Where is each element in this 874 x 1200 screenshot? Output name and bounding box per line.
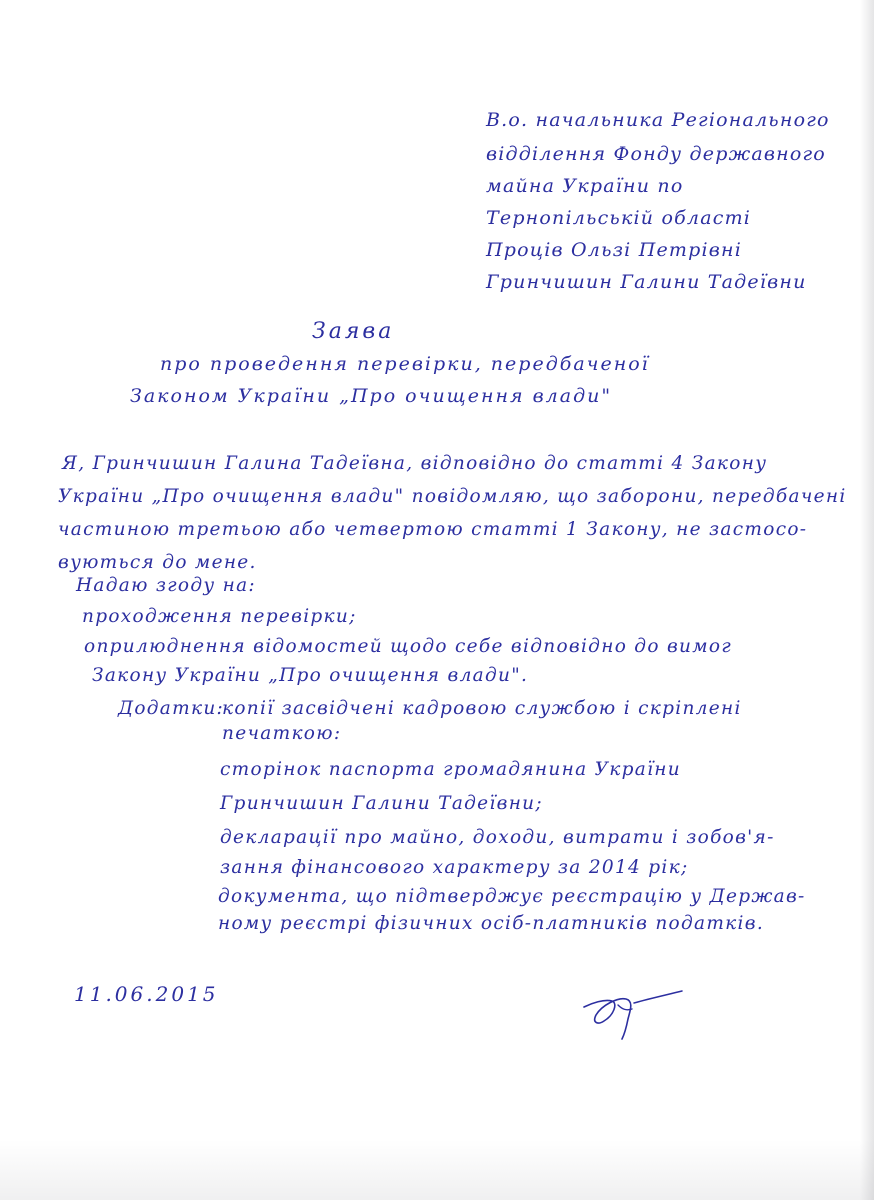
document-subtitle-line: про проведення перевірки, передбаченої (160, 353, 650, 375)
addressee-line: Тернопільській області (486, 207, 752, 229)
page-bottom-shadow (0, 1140, 874, 1200)
signature (578, 985, 688, 1041)
body-line: України „Про очищення влади" повідомляю, що заборони, передбачені (58, 486, 847, 507)
addressee-line: Проців Ользі Петрівні (486, 239, 743, 261)
attachment-line: копії засвідчені кадровою службою і скріплені (222, 698, 742, 719)
consent-item: Закону України „Про очищення влади". (92, 665, 529, 686)
addressee-line: Гринчишин Галини Тадеївни (486, 271, 807, 293)
page-edge-shadow (860, 0, 874, 1200)
consent-item: оприлюднення відомостей щодо себе відповідно до вимог (84, 636, 732, 657)
attachment-line: ному реєстрі фізичних осіб-платників податків. (218, 913, 764, 934)
attachment-line: Гринчишин Галини Тадеївни; (220, 793, 543, 814)
consent-item: проходження перевірки; (82, 606, 357, 627)
body-line: вуються до мене. (58, 552, 257, 573)
attachment-line: декларації про майно, доходи, витрати і зобов'я- (220, 827, 775, 848)
document-title: Заява (312, 319, 395, 344)
addressee-line: майна України по (486, 175, 684, 197)
attachment-line: зання фінансового характеру за 2014 рік; (220, 857, 689, 878)
body-line: частиною третьою або четвертою статті 1 Закону, не застосо- (58, 519, 808, 540)
attachments-label: Додатки: (118, 698, 225, 719)
attachment-line: документа, що підтверджує реєстрацію у Держав- (218, 886, 806, 907)
addressee-line: В.о. начальника Регіонального (486, 109, 830, 131)
document-date: 11.06.2015 (74, 982, 219, 1006)
body-line: Я, Гринчишин Галина Тадеївна, відповідно до статті 4 Закону (62, 453, 768, 474)
document-subtitle-line: Законом України „Про очищення влади" (130, 385, 613, 407)
consent-heading: Надаю згоду на: (76, 575, 256, 596)
attachment-line: печаткою: (222, 723, 342, 744)
addressee-line: відділення Фонду державного (486, 143, 826, 165)
attachment-line: сторінок паспорта громадянина України (220, 759, 681, 780)
